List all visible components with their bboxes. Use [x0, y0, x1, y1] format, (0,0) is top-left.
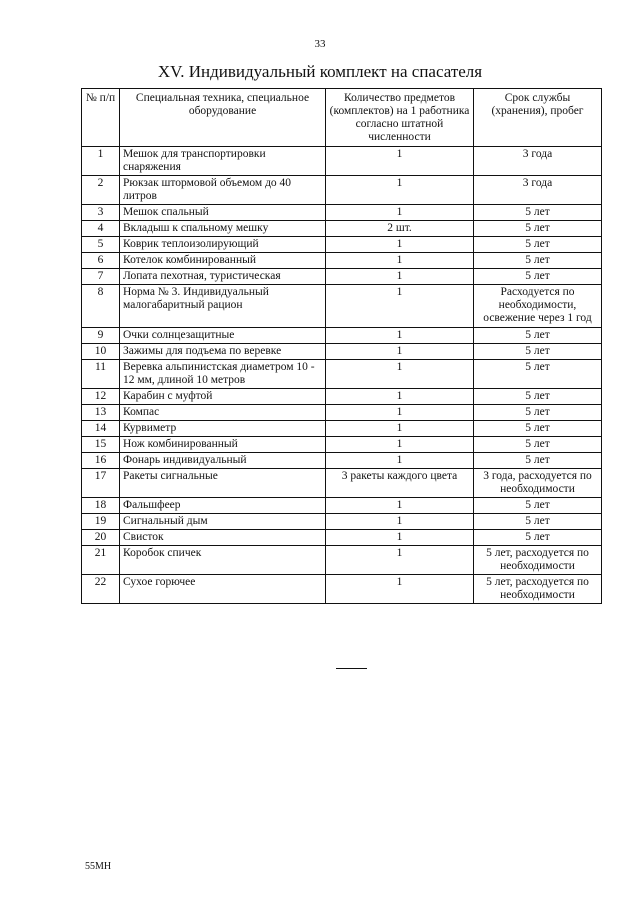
row-equipment-name: Карабин с муфтой	[120, 389, 326, 405]
row-number: 3	[82, 205, 120, 221]
row-quantity: 1	[326, 421, 474, 437]
row-number: 19	[82, 514, 120, 530]
row-equipment-name: Мешок для транспортировки снаряжения	[120, 147, 326, 176]
row-quantity: 1	[326, 205, 474, 221]
row-number: 17	[82, 469, 120, 498]
row-equipment-name: Коврик теплоизолирующий	[120, 237, 326, 253]
row-equipment-name: Нож комбинированный	[120, 437, 326, 453]
row-service-life: 5 лет	[474, 328, 602, 344]
row-service-life: 5 лет	[474, 360, 602, 389]
table-row	[82, 530, 602, 546]
row-number: 1	[82, 147, 120, 176]
table-row	[82, 328, 602, 344]
row-equipment-name: Мешок спальный	[120, 205, 326, 221]
table-row	[82, 176, 602, 205]
row-number: 18	[82, 498, 120, 514]
row-quantity: 1	[326, 453, 474, 469]
table-row	[82, 269, 602, 285]
table-row	[82, 405, 602, 421]
row-number: 5	[82, 237, 120, 253]
row-quantity: 1	[326, 285, 474, 328]
row-number: 6	[82, 253, 120, 269]
row-equipment-name: Фальшфеер	[120, 498, 326, 514]
row-number: 13	[82, 405, 120, 421]
header-quantity: Количество предметов (комплектов) на 1 работника согласно штатной численности	[326, 89, 474, 147]
table-row	[82, 437, 602, 453]
table-row	[82, 285, 602, 328]
row-service-life: 3 года	[474, 147, 602, 176]
row-quantity: 1	[326, 575, 474, 604]
row-equipment-name: Ракеты сигнальные	[120, 469, 326, 498]
table-row	[82, 469, 602, 498]
table-row	[82, 205, 602, 221]
row-number: 7	[82, 269, 120, 285]
row-equipment-name: Курвиметр	[120, 421, 326, 437]
row-quantity: 1	[326, 437, 474, 453]
table-body	[82, 147, 602, 604]
row-number: 15	[82, 437, 120, 453]
row-service-life: 5 лет	[474, 421, 602, 437]
row-number: 10	[82, 344, 120, 360]
row-number: 11	[82, 360, 120, 389]
table-row	[82, 575, 602, 604]
row-quantity: 1	[326, 514, 474, 530]
row-equipment-name: Котелок комбинированный	[120, 253, 326, 269]
row-quantity: 1	[326, 389, 474, 405]
row-equipment-name: Очки солнцезащитные	[120, 328, 326, 344]
equipment-table	[81, 88, 602, 604]
row-number: 4	[82, 221, 120, 237]
row-number: 12	[82, 389, 120, 405]
end-divider	[336, 668, 367, 669]
table-row	[82, 344, 602, 360]
row-equipment-name: Лопата пехотная, туристическая	[120, 269, 326, 285]
row-service-life: 5 лет	[474, 453, 602, 469]
row-service-life: 5 лет	[474, 437, 602, 453]
row-equipment-name: Зажимы для подъема по веревке	[120, 344, 326, 360]
row-quantity: 1	[326, 530, 474, 546]
row-quantity: 1	[326, 253, 474, 269]
row-service-life: 5 лет	[474, 253, 602, 269]
header-service-life: Срок службы (хранения), пробег	[474, 89, 602, 147]
row-equipment-name: Веревка альпинистская диаметром 10 - 12 мм, длиной 10 метров	[120, 360, 326, 389]
table-row	[82, 147, 602, 176]
table-row	[82, 237, 602, 253]
row-quantity: 3 ракеты каждого цвета	[326, 469, 474, 498]
row-equipment-name: Компас	[120, 405, 326, 421]
table-row	[82, 546, 602, 575]
table-row	[82, 389, 602, 405]
row-number: 21	[82, 546, 120, 575]
row-service-life: 5 лет	[474, 205, 602, 221]
row-service-life: 5 лет, расходуется по необходимости	[474, 575, 602, 604]
row-number: 2	[82, 176, 120, 205]
row-quantity: 1	[326, 269, 474, 285]
row-quantity: 2 шт.	[326, 221, 474, 237]
row-number: 8	[82, 285, 120, 328]
table-row	[82, 514, 602, 530]
table-header-row	[82, 89, 602, 147]
row-number: 20	[82, 530, 120, 546]
row-service-life: 5 лет	[474, 389, 602, 405]
row-equipment-name: Рюкзак штормовой объемом до 40 литров	[120, 176, 326, 205]
row-service-life: 5 лет	[474, 514, 602, 530]
row-number: 22	[82, 575, 120, 604]
row-equipment-name: Сигнальный дым	[120, 514, 326, 530]
row-number: 14	[82, 421, 120, 437]
row-quantity: 1	[326, 360, 474, 389]
row-service-life: 5 лет	[474, 405, 602, 421]
row-equipment-name: Коробок спичек	[120, 546, 326, 575]
footer-code: 55МН	[85, 861, 112, 872]
row-equipment-name: Сухое горючее	[120, 575, 326, 604]
row-quantity: 1	[326, 546, 474, 575]
row-quantity: 1	[326, 176, 474, 205]
row-equipment-name: Свисток	[120, 530, 326, 546]
row-quantity: 1	[326, 328, 474, 344]
table-row	[82, 421, 602, 437]
row-quantity: 1	[326, 147, 474, 176]
row-quantity: 1	[326, 498, 474, 514]
table-row	[82, 221, 602, 237]
header-equipment: Специальная техника, специальное оборудование	[120, 89, 326, 147]
row-service-life: 3 года	[474, 176, 602, 205]
table-row	[82, 453, 602, 469]
row-number: 9	[82, 328, 120, 344]
header-number: № п/п	[82, 89, 120, 147]
table-row	[82, 253, 602, 269]
row-service-life: 5 лет	[474, 221, 602, 237]
row-service-life: 3 года, расходуется по необходимости	[474, 469, 602, 498]
row-service-life: 5 лет	[474, 269, 602, 285]
row-quantity: 1	[326, 344, 474, 360]
row-service-life: 5 лет	[474, 530, 602, 546]
row-service-life: Расходуется по необходимости, освежение через 1 год	[474, 285, 602, 328]
row-service-life: 5 лет, расходуется по необходимости	[474, 546, 602, 575]
table-row	[82, 498, 602, 514]
row-equipment-name: Норма № 3. Индивидуальный малогабаритный рацион	[120, 285, 326, 328]
section-title: XV. Индивидуальный комплект на спасателя	[157, 62, 483, 81]
row-number: 16	[82, 453, 120, 469]
row-quantity: 1	[326, 237, 474, 253]
row-equipment-name: Фонарь индивидуальный	[120, 453, 326, 469]
row-equipment-name: Вкладыш к спальному мешку	[120, 221, 326, 237]
row-service-life: 5 лет	[474, 344, 602, 360]
page-number: 33	[314, 38, 326, 50]
row-service-life: 5 лет	[474, 498, 602, 514]
row-quantity: 1	[326, 405, 474, 421]
row-service-life: 5 лет	[474, 237, 602, 253]
table-row	[82, 360, 602, 389]
